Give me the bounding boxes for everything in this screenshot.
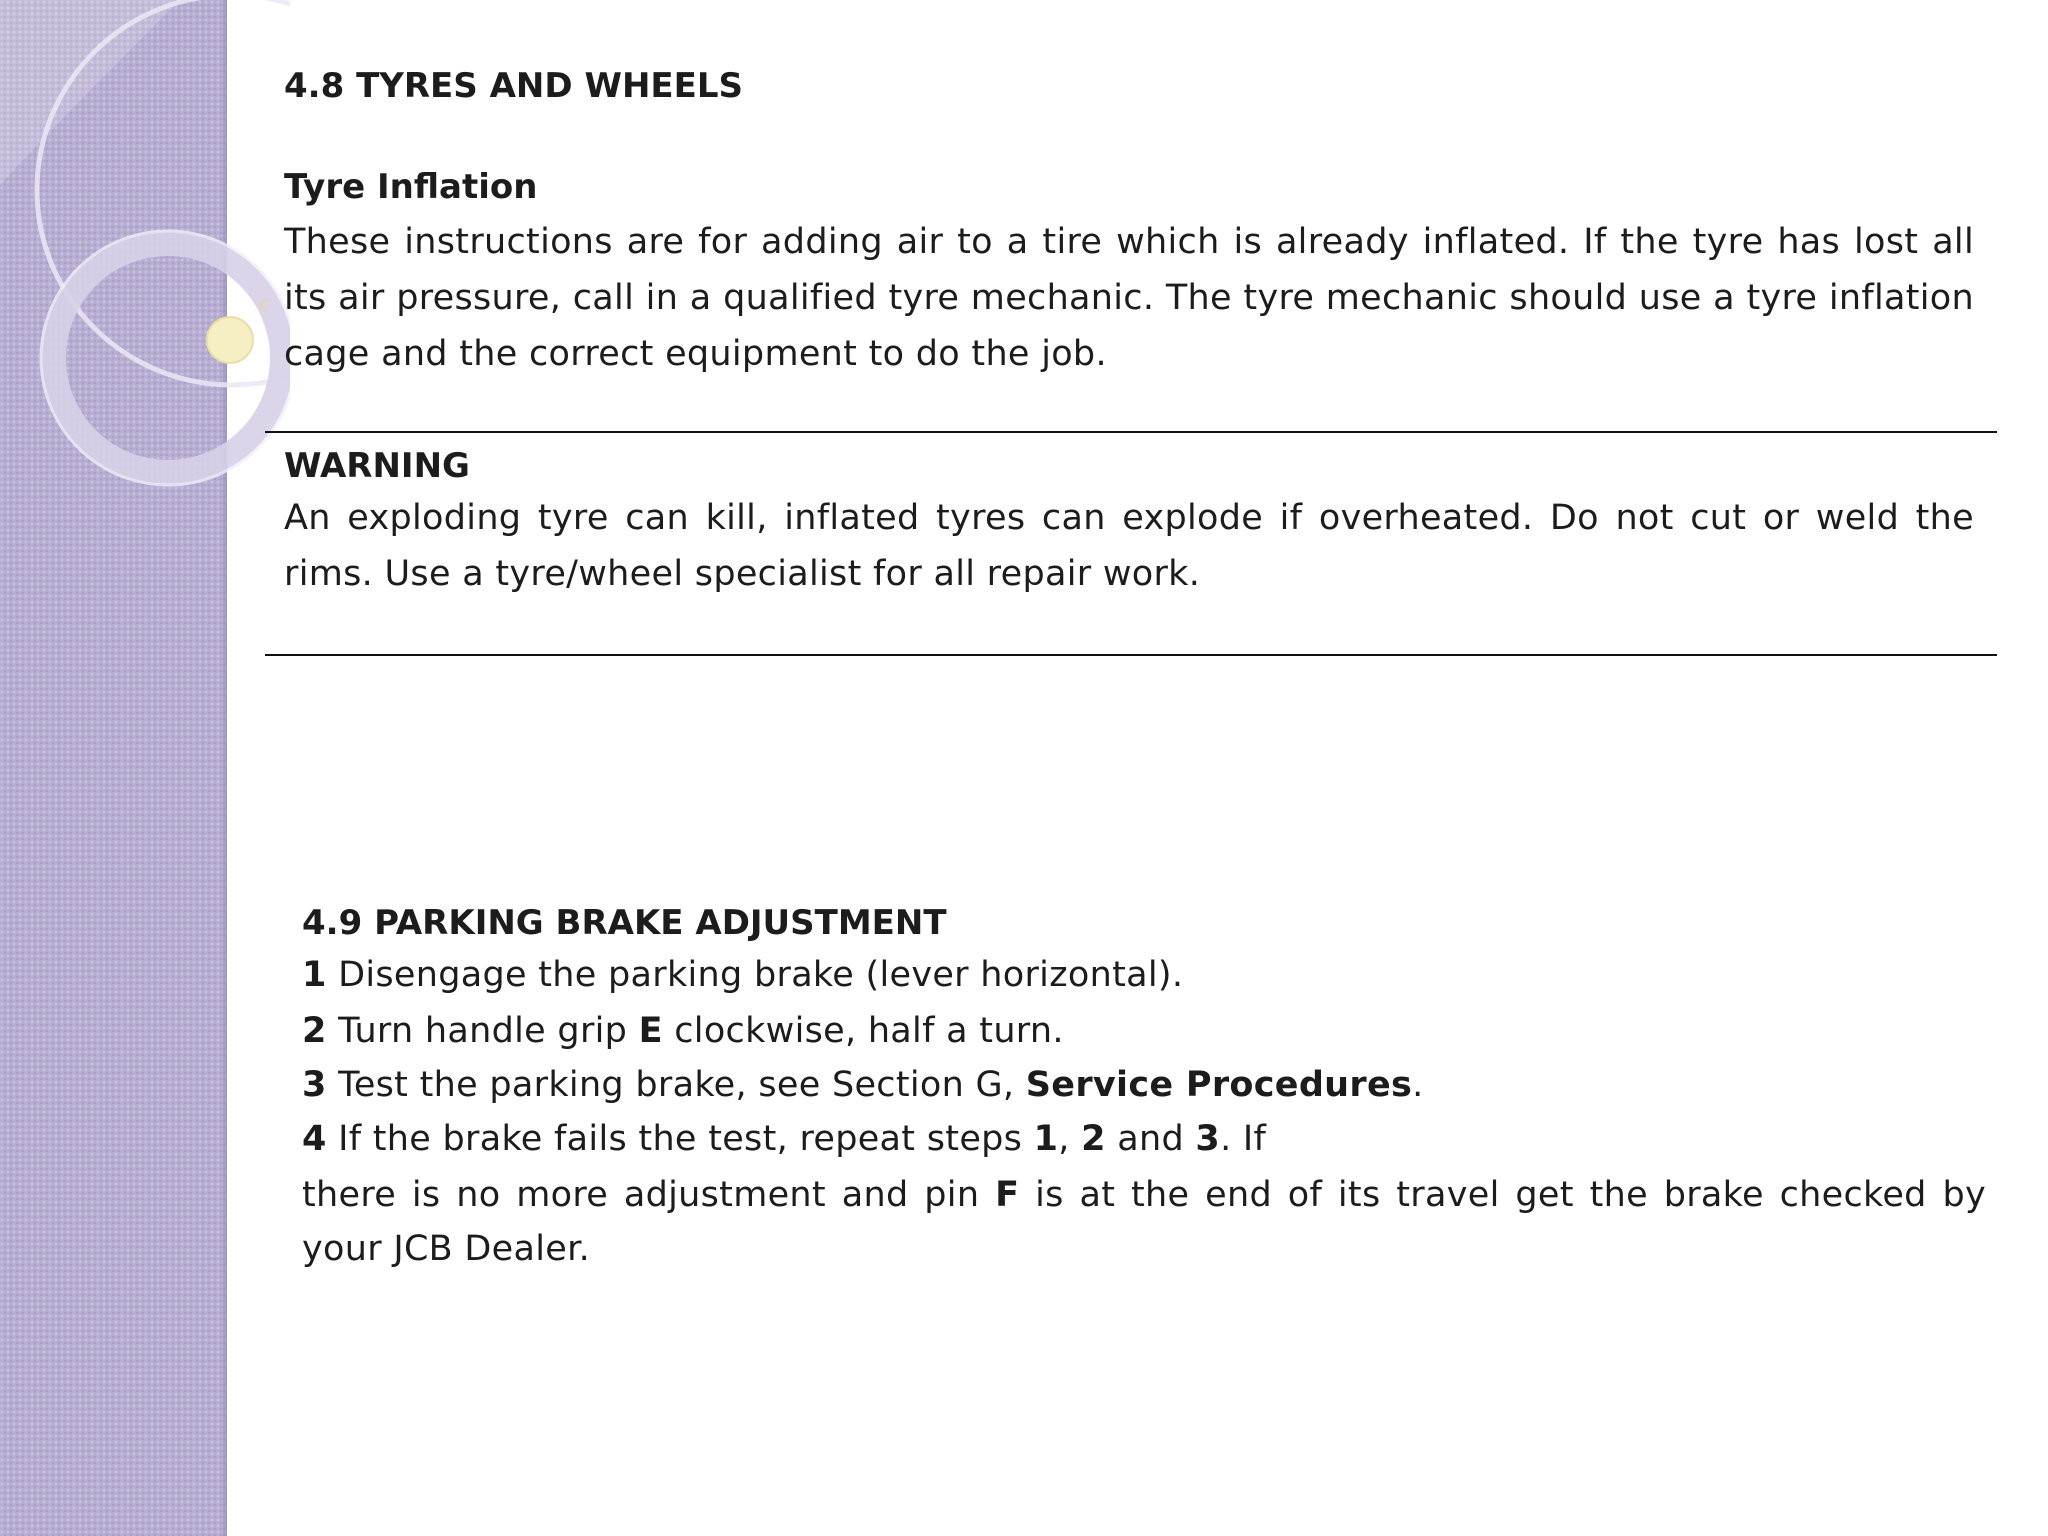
- step-text: ,: [1058, 1119, 1082, 1159]
- step-text: and: [1105, 1119, 1196, 1159]
- step-number: 3: [302, 1065, 327, 1105]
- warning-title: WARNING: [284, 446, 470, 486]
- step-text: there is no more adjustment and pin: [302, 1175, 996, 1215]
- step-text: . If: [1220, 1119, 1267, 1159]
- step-reference: 1: [1033, 1119, 1059, 1159]
- step-4-continuation: [302, 1168, 1986, 1276]
- step-reference: 3: [1195, 1119, 1221, 1159]
- step-number: 2: [302, 1011, 327, 1051]
- step-number: 4: [302, 1119, 327, 1159]
- pin-label: F: [995, 1175, 1020, 1215]
- step-text: Disengage the parking brake (lever horizontal).: [326, 955, 1184, 995]
- step-reference: 2: [1081, 1119, 1106, 1159]
- step-text: clockwise, half a turn.: [662, 1011, 1064, 1051]
- step-text: Turn handle grip: [326, 1011, 639, 1051]
- subheading-tyre-inflation: Tyre Inflation: [284, 167, 538, 207]
- warning-top-divider: [265, 431, 1997, 433]
- step-text: .: [1412, 1065, 1424, 1105]
- warning-bottom-divider: [265, 654, 1997, 656]
- warning-paragraph: An exploding tyre can kill, inflated tyres can explode if overheated. Do not cut or weld the rims. Use a tyre/wheel specialist for all repair work.: [284, 498, 1974, 594]
- tyre-inflation-paragraph: These instructions are for adding air to a tire which is already inflated. If the tyre has lost all its air pressure, call in a qualified tyre mechanic. The tyre mechanic should use a tyre inflation cage and the correct equipment to do the job.: [284, 222, 1974, 374]
- step-4: [302, 1112, 1266, 1166]
- step-1: [302, 948, 1183, 1002]
- step-text: If the brake fails the test, repeat steps: [326, 1119, 1034, 1159]
- step-text: Test the parking brake, see Section G,: [326, 1065, 1026, 1105]
- step-2: [302, 1004, 1064, 1058]
- step-3: [302, 1058, 1424, 1112]
- step-number: 1: [302, 955, 327, 995]
- service-procedures-reference: Service Procedures: [1025, 1065, 1413, 1105]
- step-text: is at the end of its travel get the brake checked by your JCB Dealer.: [302, 1175, 1986, 1269]
- section-title-tyres-wheels: 4.8 TYRES AND WHEELS: [284, 66, 743, 106]
- handle-grip-label: E: [638, 1011, 663, 1051]
- section-title-parking-brake: 4.9 PARKING BRAKE ADJUSTMENT: [302, 903, 947, 943]
